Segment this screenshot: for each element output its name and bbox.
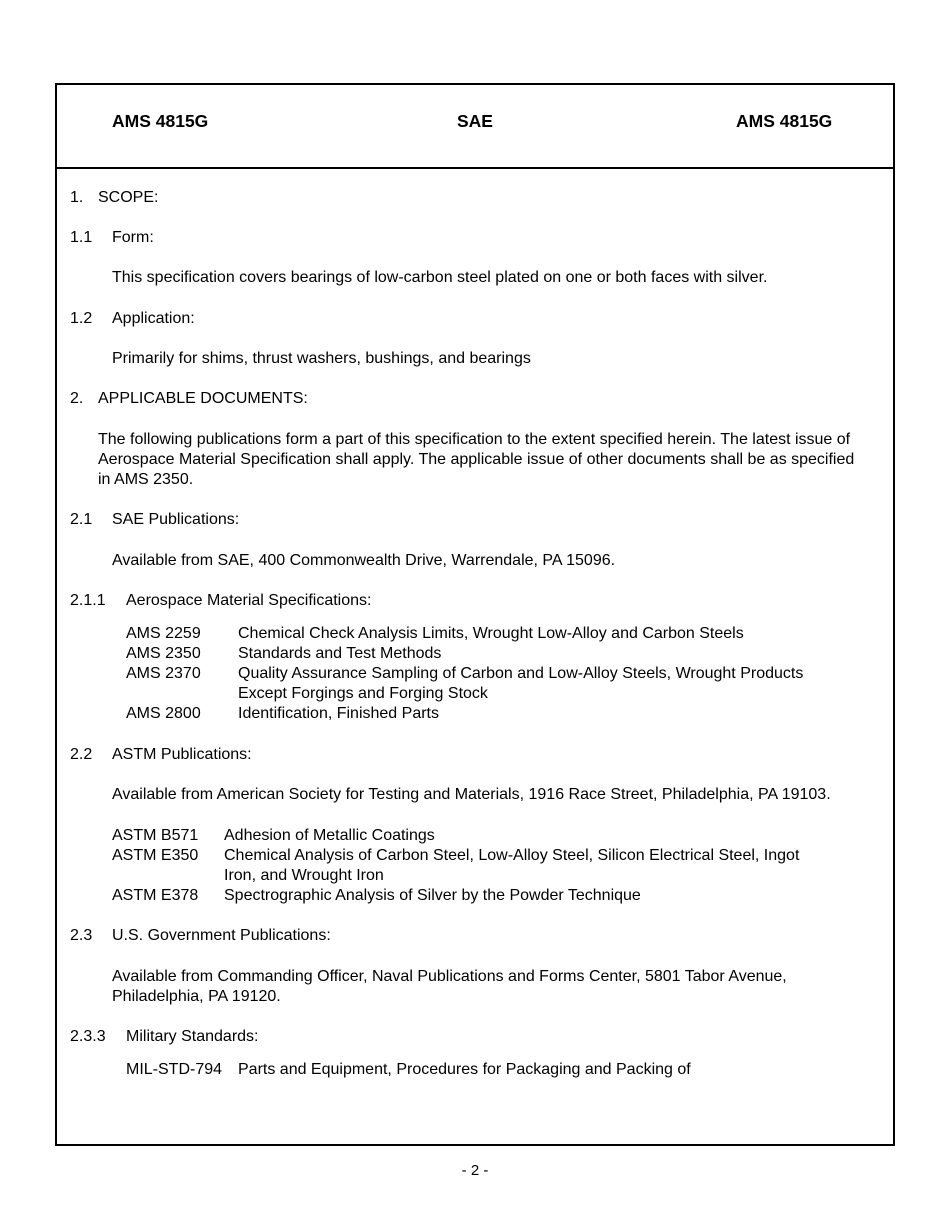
spec-code: AMS 2800 <box>126 705 201 722</box>
section-number: 1.1 <box>70 229 93 246</box>
section-text: The following publications form a part of this specification to the extent specified herein. The latest issue of Aerospace Material Specification shall apply. The applicable issue of other documents shall be as specified in AMS 2350. <box>98 431 855 488</box>
section-number: 2.2 <box>70 746 93 763</box>
page-number: - 2 - <box>461 1162 489 1179</box>
spec-description-continued: Except Forgings and Forging Stock <box>238 685 488 702</box>
section-number: 2.1 <box>70 511 93 528</box>
spec-description-continued: Iron, and Wrought Iron <box>224 867 384 884</box>
spec-code: MIL-STD-794 <box>126 1061 223 1078</box>
section-text: Available from Commanding Officer, Naval Publications and Forms Center, 5801 Tabor Avenue, Philadelphia, PA 19120. <box>112 968 787 1005</box>
section-heading: Form: <box>112 229 154 246</box>
document-header <box>57 85 893 169</box>
header-doc-number-left: AMS 4815G <box>112 111 209 131</box>
spec-code: ASTM E350 <box>112 847 199 864</box>
spec-code: AMS 2259 <box>126 625 201 642</box>
section-number: 2. <box>70 390 84 407</box>
spec-description: Spectrographic Analysis of Silver by the Powder Technique <box>224 887 641 904</box>
spec-code: AMS 2350 <box>126 645 201 662</box>
spec-description: Quality Assurance Sampling of Carbon and Low-Alloy Steels, Wrought Products <box>238 665 804 682</box>
section-heading: ASTM Publications: <box>112 746 252 763</box>
section-text: This specification covers bearings of low-carbon steel plated on one or both faces with silver. <box>112 269 768 286</box>
section-number: 2.1.1 <box>70 592 106 609</box>
spec-code: ASTM B571 <box>112 827 199 844</box>
section-heading: Application: <box>112 310 195 327</box>
spec-description: Parts and Equipment, Procedures for Packaging and Packing of <box>238 1061 691 1078</box>
section-number: 2.3 <box>70 927 93 944</box>
section-text: Available from SAE, 400 Commonwealth Drive, Warrendale, PA 15096. <box>112 552 616 569</box>
section-heading: Aerospace Material Specifications: <box>126 592 372 609</box>
spec-code: AMS 2370 <box>126 665 201 682</box>
spec-code: ASTM E378 <box>112 887 199 904</box>
spec-description: Adhesion of Metallic Coatings <box>224 827 435 844</box>
section-heading: Military Standards: <box>126 1028 259 1045</box>
spec-description: Standards and Test Methods <box>238 645 442 662</box>
section-number: 1. <box>70 189 84 206</box>
section-text: Primarily for shims, thrust washers, bushings, and bearings <box>112 350 531 367</box>
spec-description: Chemical Check Analysis Limits, Wrought Low-Alloy and Carbon Steels <box>238 625 744 642</box>
section-heading: SAE Publications: <box>112 511 240 528</box>
spec-description: Chemical Analysis of Carbon Steel, Low-Alloy Steel, Silicon Electrical Steel, Ingot <box>224 847 800 864</box>
section-number: 2.3.3 <box>70 1028 106 1045</box>
section-text: Available from American Society for Testing and Materials, 1916 Race Street, Philadelphia, PA 19103. <box>112 786 831 803</box>
section-heading: U.S. Government Publications: <box>112 927 331 944</box>
header-doc-number-right: AMS 4815G <box>736 111 833 131</box>
section-number: 1.2 <box>70 310 93 327</box>
header-publisher: SAE <box>457 111 493 131</box>
section-heading: SCOPE: <box>98 189 159 206</box>
spec-description: Identification, Finished Parts <box>238 705 439 722</box>
section-heading: APPLICABLE DOCUMENTS: <box>98 390 308 407</box>
